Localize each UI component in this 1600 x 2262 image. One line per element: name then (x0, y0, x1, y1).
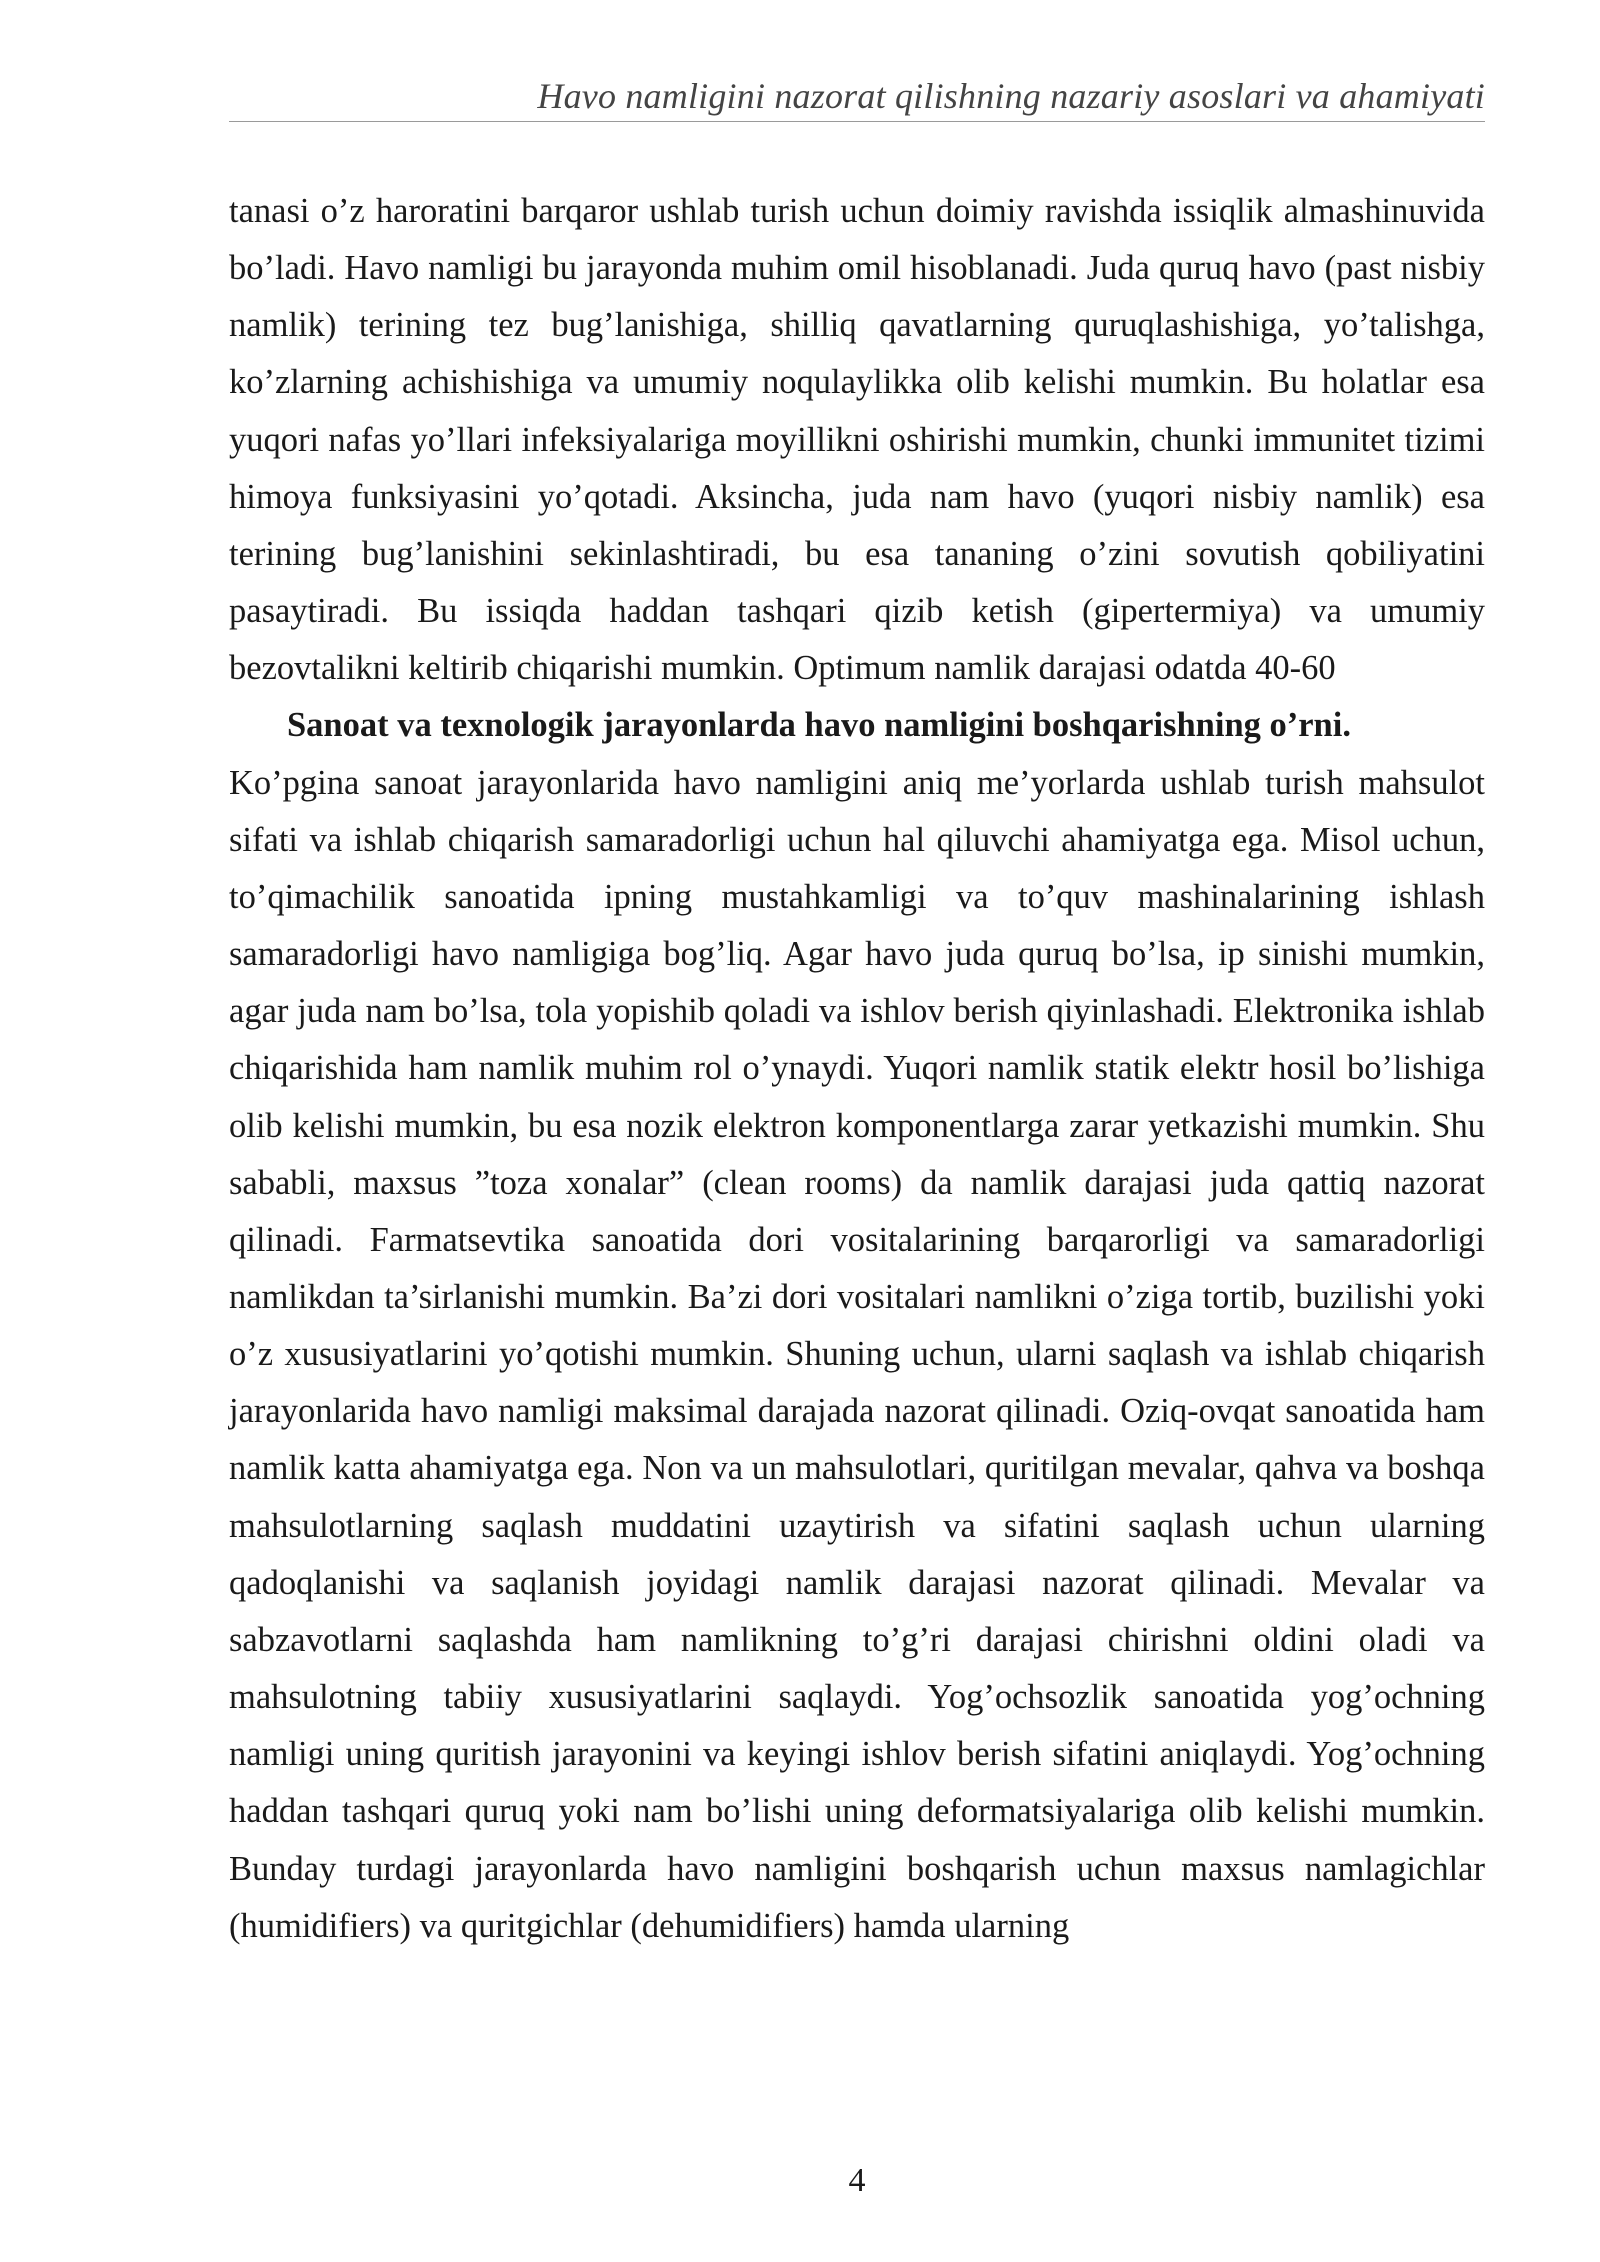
page-number: 4 (848, 2162, 866, 2199)
header-divider (229, 121, 1485, 122)
body-text (229, 183, 1485, 1955)
paragraph-body-1: tanasi o’z haroratini barqaror ushlab turish uchun doimiy ravishda issiqlik almashinuvida bo’ladi. Havo namligi bu jarayonda muhim omil hisoblanadi. Juda quruq havo (past nisbiy namlik) terining tez bug’lanishiga, shilliq qavatlarning quruqlashishiga, yo’talishga, ko’zlarning achishishiga va umumiy noqulaylikka olib kelishi mumkin. Bu holatlar esa yuqori nafas yo’llari infeksiyalariga moyillikni oshirishi mumkin, chunki immunitet tizimi himoya funksiyasini yo’qotadi. Aksincha, juda nam havo (yuqori nisbiy namlik) esa terining bug’lanishini sekinlashtiradi, bu esa tananing o’zini sovutish qobiliyatini pasaytiradi. Bu issiqda haddan tashqari qizib ketish (gipertermiya) va umumiy bezovtalikni keltirib chiqarishi mumkin. Optimum namlik darajasi odatda 40-60 (229, 192, 1485, 688)
section-heading: Sanoat va texnologik jarayonlarda havo namligini boshqarishning o’rni. (287, 706, 1351, 745)
running-header-title: Havo namligini nazorat qilishning nazariy asoslari va ahamiyati (537, 76, 1485, 116)
paragraph-body-2: Ko’pgina sanoat jarayonlarida havo namligini aniq me’yorlarda ushlab turish mahsulot sifati va ishlab chiqarish samaradorligi uchun hal qiluvchi ahamiyatga ega. Misol uchun, to’qimachilik sanoatida ipning mustahkamligi va to’quv mashinalarining ishlash samaradorligi havo namligiga bog’liq. Agar havo juda quruq bo’lsa, ip sinishi mumkin, agar juda nam bo’lsa, tola yopishib qoladi va ishlov berish qiyinlashadi. Elektronika ishlab chiqarishida ham namlik muhim rol o’ynaydi. Yuqori namlik statik elektr hosil bo’lishiga olib kelishi mumkin, bu esa nozik elektron komponentlarga zarar yetkazishi mumkin. Shu sababli, maxsus ”toza xonalar” (clean rooms) da namlik darajasi juda qattiq nazorat qilinadi. Farmatsevtika sanoatida dori vositalarining barqarorligi va samaradorligi namlikdan ta’sirlanishi mumkin. Ba’zi dori vositalari namlikni o’ziga tortib, buzilishi yoki o’z xususiyatlarini yo’qotishi mumkin. Shuning uchun, ularni saqlash va ishlab chiqarish jarayonlarida havo namligi maksimal darajada nazorat qilinadi. Oziq-ovqat sanoatida ham namlik katta ahamiyatga ega. Non va un mahsulotlari, quritilgan mevalar, qahva va boshqa mahsulotlarning saqlash muddatini uzaytirish va sifatini saqlash uchun ularning qadoqlanishi va saqlanish joyidagi namlik darajasi nazorat qilinadi. Mevalar va sabzavotlarni saqlashda ham namlikning to’g’ri darajasi chirishni oldini oladi va mahsulotning tabiiy xususiyatlarini saqlaydi. Yog’ochsozlik sanoatida yog’ochning namligi uning quritish jarayonini va keyingi ishlov berish sifatini aniqlaydi. Yog’ochning haddan tashqari quruq yoki nam bo’lishi uning deformatsiyalariga olib kelishi mumkin. Bunday turdagi jarayonlarda havo namligini boshqarish uchun maxsus namlagichlar (humidifiers) va quritgichlar (dehumidifiers) hamda ularning (229, 763, 1485, 1945)
